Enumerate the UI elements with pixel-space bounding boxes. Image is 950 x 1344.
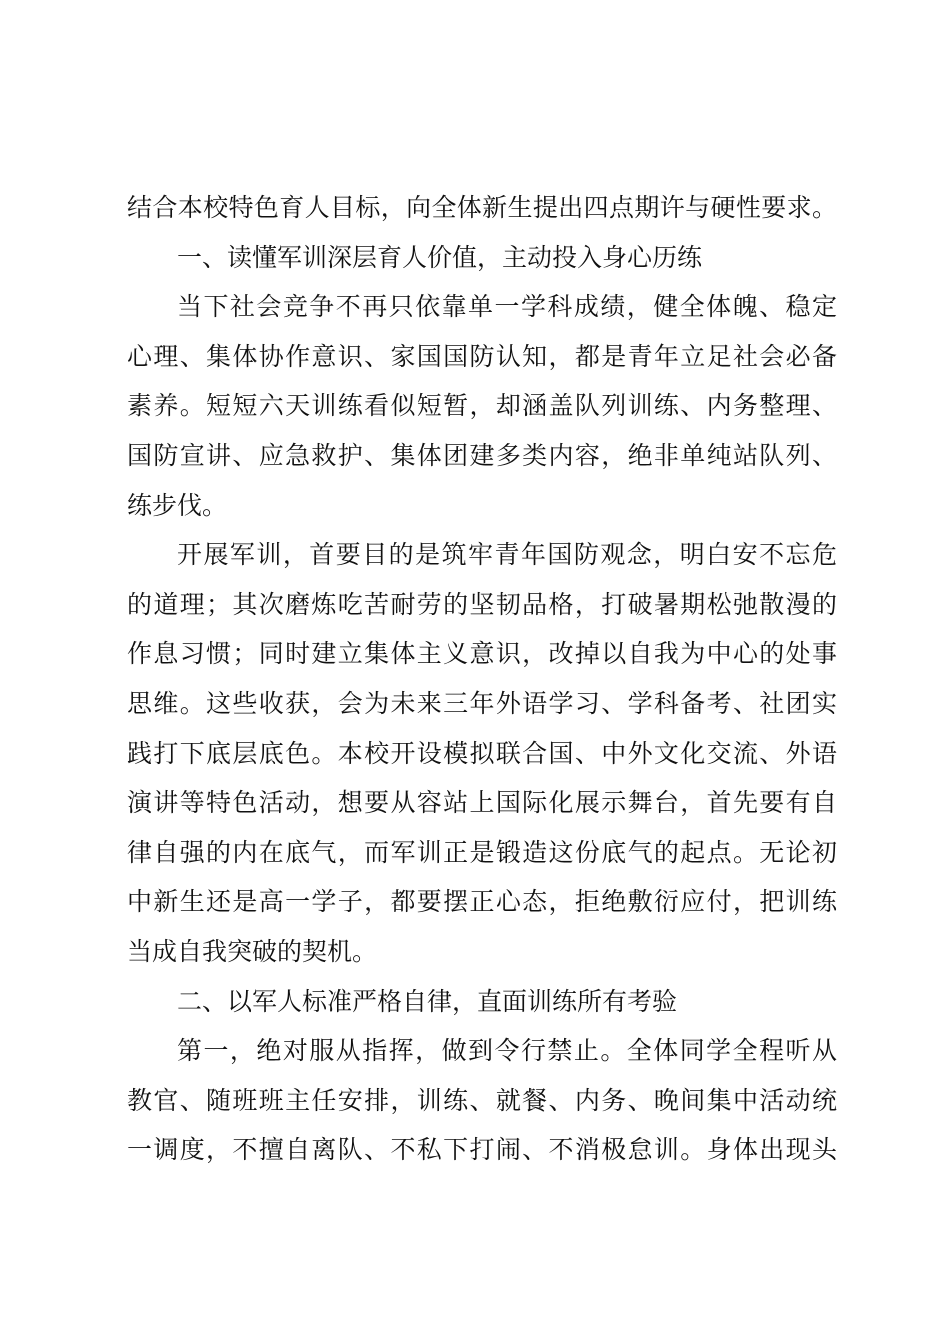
section-heading — [127, 233, 837, 283]
text-line: 国防宣讲、应急救护、集体团建多类内容，绝非单纯站队列、 — [127, 440, 837, 470]
text-line: 练步伐。 — [127, 490, 228, 520]
text-line: 律自强的内在底气，而军训正是锻造这份底气的起点。无论初 — [127, 837, 837, 867]
text-line: 当成自我突破的契机。 — [127, 936, 378, 966]
heading-line: 一、读懂军训深层育人价值，主动投入身心历练 — [177, 242, 703, 272]
text-line: 思维。这些收获，会为未来三年外语学习、学科备考、社团实 — [127, 688, 837, 718]
paragraph — [127, 1026, 837, 1175]
text-line: 教官、随班班主任安排，训练、就餐、内务、晚间集中活动统 — [127, 1085, 837, 1115]
document-body — [127, 183, 837, 1175]
text-line: 素养。短短六天训练看似短暂，却涵盖队列训练、内务整理、 — [127, 391, 837, 421]
text-line: 作息习惯；同时建立集体主义意识，改掉以自我为中心的处事 — [127, 639, 837, 669]
paragraph — [127, 183, 837, 233]
text-line: 当下社会竞争不再只依靠单一学科成绩，健全体魄、稳定 — [177, 292, 837, 322]
heading-line: 二、以军人标准严格自律，直面训练所有考验 — [177, 986, 678, 1016]
text-line: 心理、集体协作意识、家国国防认知，都是青年立足社会必备 — [127, 341, 837, 371]
text-line: 开展军训，首要目的是筑牢青年国防观念，明白安不忘危 — [177, 540, 837, 570]
text-line: 的道理；其次磨炼吃苦耐劳的坚韧品格，打破暑期松弛散漫的 — [127, 589, 837, 619]
text-line: 结合本校特色育人目标，向全体新生提出四点期许与硬性要求。 — [127, 193, 837, 222]
section-heading — [127, 977, 837, 1027]
text-line: 一调度，不擅自离队、不私下打闹、不消极怠训。身体出现头 — [127, 1135, 837, 1165]
text-line: 中新生还是高一学子，都要摆正心态，拒绝敷衍应付，把训练 — [127, 887, 837, 917]
paragraph — [127, 530, 837, 976]
paragraph — [127, 282, 837, 530]
text-line: 践打下底层底色。本校开设模拟联合国、中外文化交流、外语 — [127, 738, 837, 768]
text-line: 第一，绝对服从指挥，做到令行禁止。全体同学全程听从 — [177, 1036, 837, 1066]
text-line: 演讲等特色活动，想要从容站上国际化展示舞台，首先要有自 — [127, 788, 837, 818]
